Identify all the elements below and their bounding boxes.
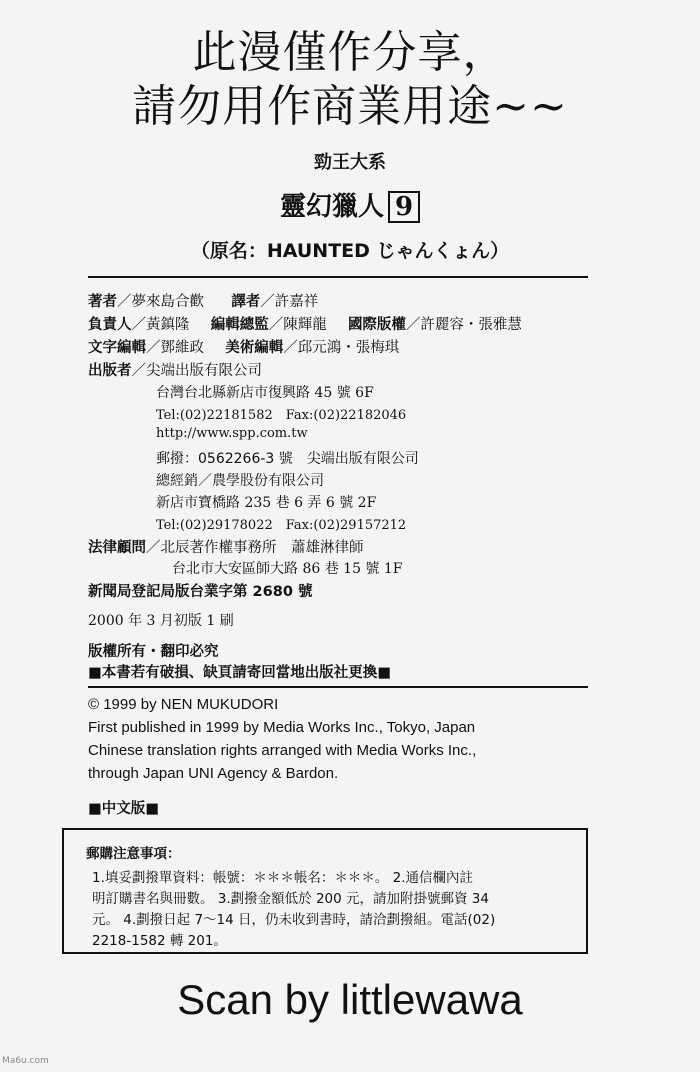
book-title: 靈幻獵人	[279, 192, 384, 222]
agency: through Japan UNI Agency & Bardon.	[88, 765, 339, 782]
mail-order-line-1: 1.填妥劃撥單資料：帳號：＊＊＊帳名：＊＊＊。 2.通信欄內註	[92, 870, 474, 886]
registration-number: 新聞局登記局版台業字第 2680 號	[88, 584, 313, 600]
distributor-tel: Tel:(02)29178022 Fax:(02)29157212	[156, 518, 407, 533]
publisher-tel: Tel:(02)22181582 Fax:(02)22182046	[156, 408, 407, 423]
credit-row-manager	[88, 313, 522, 334]
publisher-address: 台灣台北縣新店市復興路 45 號 6F	[156, 385, 374, 401]
publisher-label: 出版者	[88, 363, 132, 379]
mail-order-notice-box	[62, 828, 588, 954]
divider-middle	[88, 686, 588, 688]
postal-account: 郵撥：0562266-3 號 尖端出版有限公司	[156, 451, 419, 467]
chinese-edition: ■中文版■	[88, 801, 159, 817]
damage-notice: ■本書若有破損、缺頁請寄回當地出版社更換■	[88, 665, 391, 681]
volume-number: 9	[388, 191, 420, 223]
rights: ／許麗容・張雅慧	[405, 317, 522, 333]
mail-order-title: 郵購注意事項：	[86, 846, 181, 862]
copyright-cn: 版權所有・翻印必究	[88, 644, 219, 660]
text-editor-label: 文字編輯	[88, 340, 146, 356]
divider-top	[88, 276, 588, 278]
translator: ／許嘉祥	[260, 294, 319, 310]
distributor: 總經銷／農學股份有限公司	[156, 473, 324, 489]
series-name: 勁王大系	[314, 152, 386, 173]
notice-line-2: 請勿用作商業用途~~	[132, 81, 568, 132]
mail-order-line-4: 2218-1582 轉 201。	[92, 933, 227, 949]
distributor-address: 新店市寶橋路 235 巷 6 弄 6 號 2F	[156, 495, 377, 511]
watermark: Ma6u.com	[2, 1056, 49, 1066]
art-editor: ／邱元鴻・張梅琪	[283, 340, 400, 356]
translation-rights: Chinese translation rights arranged with Media Works Inc.,	[88, 742, 477, 759]
original-title: （原名：HAUNTED じゃんくょん）	[190, 240, 510, 262]
author: ／夢來島合歡	[117, 294, 204, 310]
chief-editor: ／陳輝龍	[268, 317, 327, 333]
credit-row-publisher	[88, 359, 262, 380]
author-label: 著者	[88, 294, 117, 310]
art-editor-label: 美術編輯	[225, 340, 284, 356]
text-editor: ／鄧維政	[146, 340, 204, 356]
translator-label: 譯者	[231, 294, 261, 310]
rights-label: 國際版權	[347, 317, 406, 333]
credit-row-author	[88, 290, 318, 311]
legal-address: 台北市大安區師大路 86 巷 15 號 1F	[172, 561, 403, 577]
book-title-block	[0, 186, 700, 223]
notice-line-1: 此漫僅作分享，	[192, 27, 508, 78]
copyright-en: © 1999 by NEN MUKUDORI	[88, 696, 279, 713]
legal-label: 法律顧問	[88, 540, 146, 556]
legal-advisor: ／北辰著作權事務所 蕭雄淋律師	[146, 540, 364, 556]
edition-date: 2000 年 3 月初版 1 刷	[88, 613, 234, 629]
scanner-credit: Scan by littlewawa	[177, 976, 523, 1023]
mail-order-line-3: 元。 4.劃撥日起 7～14 日，仍未收到書時，請洽劃撥組。電話(02)	[92, 912, 496, 928]
manager: ／黃鎮隆	[131, 317, 190, 333]
publisher: ／尖端出版有限公司	[131, 363, 262, 379]
credit-row-legal	[88, 536, 364, 557]
chief-editor-label: 編輯總監	[210, 317, 269, 333]
publisher-website: http://www.spp.com.tw	[156, 426, 308, 441]
mail-order-line-2: 明訂購書名與冊數。 3.劃撥金額低於 200 元，請加附掛號郵資 34	[92, 891, 489, 907]
manager-label: 負責人	[88, 317, 132, 333]
first-published: First published in 1999 by Media Works Inc., Tokyo, Japan	[88, 719, 476, 736]
credit-row-editors	[88, 336, 399, 357]
